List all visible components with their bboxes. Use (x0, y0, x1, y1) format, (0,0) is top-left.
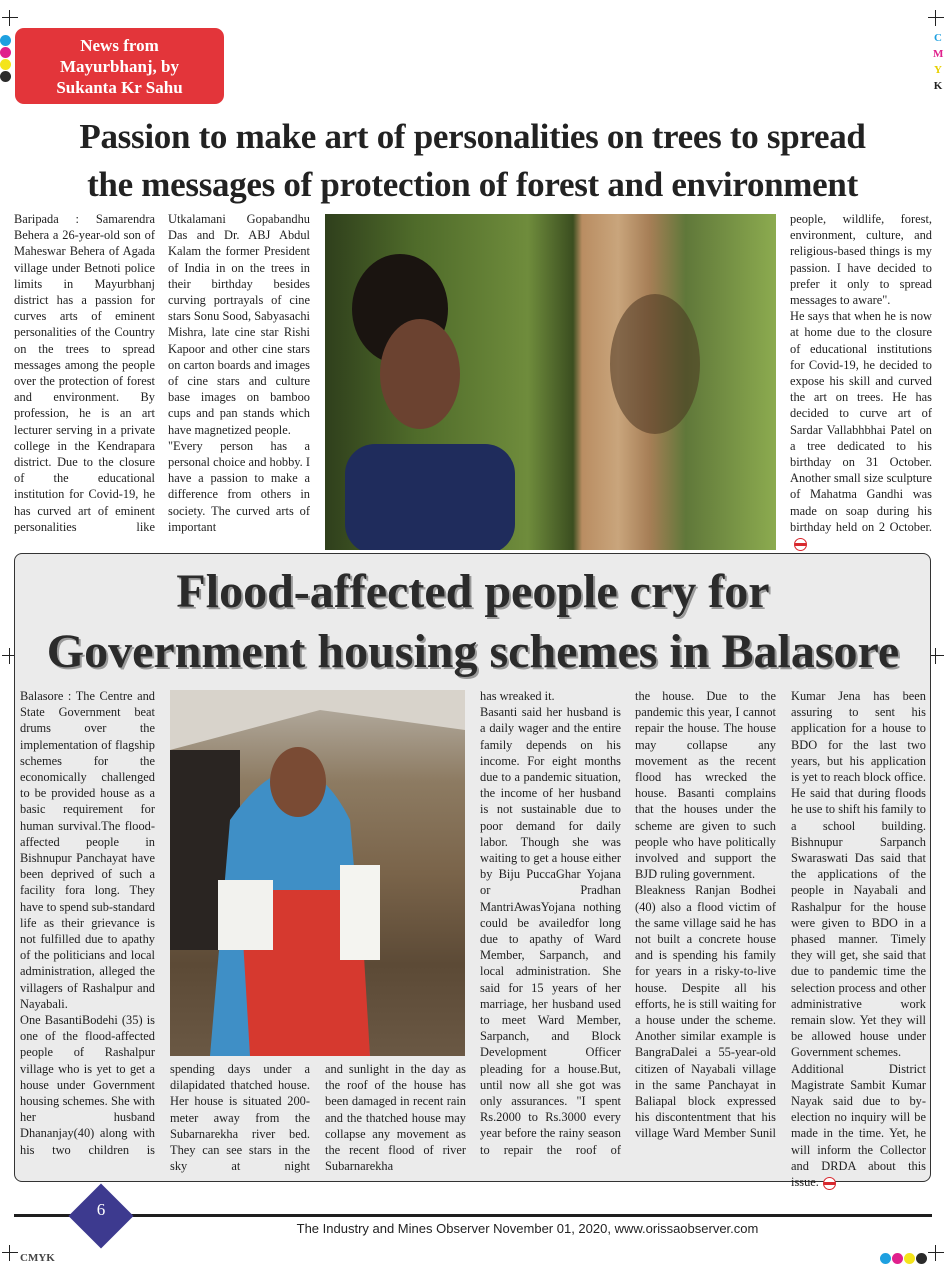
paragraph: Kumar Jena has been assuring to sent his application for a house to BDO for the last two years, but his application is yet to reach block office. He said that during floods he use to shift his family to a school building. Bishnupur Sarpanch Swaraswati Das said that the applications of the people in Nayabali and Rashalpur for the house were given to BDO in a phased manner. Timely they will get, she said that due to pandemic time the selection process and other administrative work remain slow. Yet they will be allowed house under Government schemes. (791, 689, 926, 1060)
paragraph: and sunlight in the day as the roof of the house has been damaged in recent rain and the thatched house may collapse any movement as the recent flood of river Subarnarekha (325, 1062, 466, 1174)
cmyk-bottom-label: CMYK (20, 1252, 55, 1264)
story2-column-4 (480, 688, 621, 1158)
cmyk-c: C (934, 32, 942, 44)
magenta-dot-icon (0, 47, 11, 58)
story2-column-1 (20, 688, 155, 1158)
cmyk-m: M (933, 48, 944, 60)
registration-mark (2, 10, 18, 26)
paragraph: Balasore : The Centre and State Government beat drums over the implementation of flagship schemes for the economically challenged to be provided house as a basic requirement for human survival.The flood-affected people in Bishnupur Panchayat have been deprived of such a facility fora long. They have to spend sub-standard life as their grievance is not fulfilled due to apathy of the politicians and local administration, alleged the villagers of Rashalpur and Nayabali. (20, 689, 155, 1011)
paragraph: Utkalamani Gopabandhu Das and Dr. ABJ Abdul Kalam the former President of India in on the trees in their birthday besides curving portrayals of cine stars Sonu Sood, Sabyasachi Mishra, late cine star Rishi Kapoor and other cine stars on carton boards and images of cine stars and culture base images on bamboo cups and pan stands which have magnetized people. (168, 212, 310, 437)
yellow-dot-icon (0, 59, 11, 70)
woman-with-documents-image (170, 690, 465, 1056)
end-mark-icon (794, 538, 807, 551)
story2-headline (14, 562, 932, 682)
story1-photo (325, 214, 776, 550)
paragraph: spending days under a dilapidated thatched house. Her house is situated 200-meter away from the Subarnarekha river bed. They can see stars in the sky at night (170, 1062, 310, 1174)
headline-line: Passion to make art of personalities on trees to spread (79, 117, 866, 156)
story1-headline (10, 113, 935, 209)
paragraph: Basanti said her husband is a daily wager and the entire family depends on his income. For eight months due to a pandemic situation, the income of her husband is not sustainable due to poor demand for daily labor. Though she was waiting to get a house either by Biju PuccaGhar Yojana or Pradhan MantriAwasYojana nothing could be availedfor long due to apathy of Ward Member, Sarpanch, and local administration. She said for 15 years of her marriage, her husband used to meet Ward Member, Sarpanch, and Block Development Officer pleading for a house.But, until now all she got was only assurances. "I spent Rs.2000 to Rs.3000 every year before the rainy season to repair the roof of (480, 705, 621, 1157)
footer-rule (14, 1214, 932, 1217)
black-dot-icon (916, 1253, 927, 1264)
registration-mark (928, 10, 944, 26)
magenta-dot-icon (892, 1253, 903, 1264)
section-kicker (15, 28, 224, 104)
registration-mark (2, 1245, 18, 1261)
kicker-text: News from Mayurbhanj, by Sukanta Kr Sahu (56, 35, 183, 97)
paragraph: He says that when he is now at home due to the closure of educational institutions for Covid-19, he decided to expose his skill and curved the art on trees. He has decided to curve art of Sardar Vallabhbhai Patel on a tree dedicated to his birthday on 31 October. Another small size sculpture of Mahatma Gandhi was made on soap during his birthday held on 2 October. (790, 309, 932, 534)
paragraph: Additional District Magistrate Sambit Kumar Nayak said due to by-election no inquiry will be made in the time. Yet, he will inform the Collector and DRDA about this issue. (791, 1061, 926, 1190)
story2-column-3 (325, 1061, 466, 1174)
page-number: 6 (96, 1200, 106, 1219)
story2-column-6 (791, 688, 926, 1190)
end-mark-icon (823, 1177, 836, 1190)
footer-publication-line: The Industry and Mines Observer November 01, 2020, www.orissaobserver.com (296, 1221, 759, 1236)
paragraph: Bleakness Ranjan Bodhei (40) also a flood victim of the same village said he has not built a concrete house and is spending his family for years in a risky-to-live house. Despite all his efforts, he is still waiting for a house under the scheme. Another similar example is BangraDalei a 55-year-old citizen of Nayabali village in the same Panchayat in Baliapal block expressed his discontentment that his village Ward Member Sunil (635, 883, 776, 1141)
story2-photo (170, 690, 465, 1056)
headline-line: Flood-affected people cry for (176, 565, 770, 618)
paragraph: the house. Due to the pandemic this year, I cannot repair the house. The house may collapse any movement as the recent flood has wrecked the house. Basanti complains that the houses under the scheme are given to such people who have politically involved and support the BJD ruling government. (635, 689, 776, 882)
registration-mark (928, 1245, 944, 1261)
cmyk-k: K (933, 80, 943, 92)
headline-line: Government housing schemes in Balasore (46, 625, 900, 678)
cyan-dot-icon (880, 1253, 891, 1264)
paragraph: Baripada : Samarendra Behera a 26-year-old son of Maheswar Behera of Agada village under Betnoti police limits in Mayurbhanj district has a passion for curves arts of eminent personalities of the Country on the trees to spread messages among the people over the protection of forest and environment. By profession, he is an art lecturer serving in a private college in the Kendrapara district. Due to the closure of the educational institution for Covid-19, he has curved art of eminent personalities like (14, 212, 155, 534)
paragraph: One BasantiBodehi (35) is one of the flood-affected people of Rashalpur village who is yet to get a house under Government housing schemes. She with her husband Dhananjay(40) along with his two children is (20, 1013, 155, 1157)
story2-column-5 (635, 688, 776, 1142)
paragraph: people, wildlife, forest, environment, culture, and religious-based things is my passion. I have decided to prefer it only to spread messages to aware". (790, 212, 932, 308)
man-carving-tree-image (325, 214, 776, 550)
headline-line: the messages of protection of forest and environment (87, 165, 858, 204)
story1-column-3 (790, 211, 932, 551)
cmyk-y: Y (934, 64, 942, 76)
cmyk-label (933, 30, 943, 94)
paragraph: has wreaked it. (480, 689, 555, 703)
story2-column-2 (170, 1061, 310, 1174)
cyan-dot-icon (0, 35, 11, 46)
story1-column-1 (14, 211, 155, 535)
black-dot-icon (0, 71, 11, 82)
paragraph: "Every person has a personal choice and hobby. I have a passion to make a difference from others in society. The curved arts of important (168, 438, 310, 534)
story1-column-2 (168, 211, 310, 535)
yellow-dot-icon (904, 1253, 915, 1264)
